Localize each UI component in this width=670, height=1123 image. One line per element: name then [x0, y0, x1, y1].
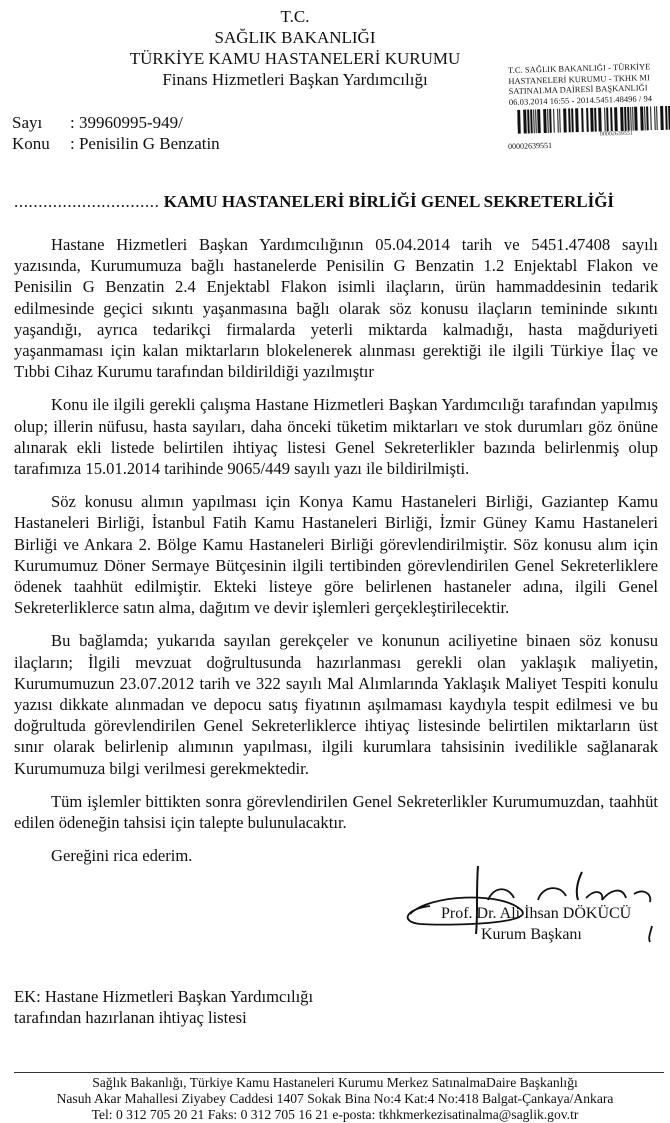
barcode-bar [517, 110, 521, 134]
signature-stroke [586, 891, 626, 900]
barcode-bar [563, 108, 567, 132]
document-number [12, 112, 183, 133]
footer-divider [14, 1072, 664, 1073]
addressee-name: KAMU HASTANELERİ BİRLİĞİ GENEL SEKRETERLİĞİ [159, 192, 615, 211]
barcode-bar [571, 108, 574, 132]
barcode-bar [581, 108, 584, 132]
attachment-line: EK: Hastane Hizmetleri Başkan Yardımcılığı [14, 987, 314, 1007]
barcode-numbers [507, 130, 670, 152]
footer [0, 1075, 670, 1123]
barcode-bar [523, 110, 527, 134]
barcode-bar [543, 109, 547, 133]
barcode-bar [537, 109, 541, 133]
barcode-bar [594, 108, 597, 132]
paragraph-text: Bu bağlamda; yukarıda sayılan gerekçeler ve konunun aciliyetine binaen söz konusu ilaçların; İlgili mevzuat doğrultusunda hazırlanması gerekli olan yaklaşık maliyetin, Kurumumuzun 23.07.2012 tarih ve 322 sayılı Mal Alımlarında Yaklaşık Maliyet Tespiti konulu yazısı dikkate alınmadan ve depocu satış fiyatının aşılmaması kaydıyla tespit edilmesi ve bu doğrultuda görevlendirilen Genel Sekreterliklerce ihtiyaç listesinde belirtilen miktarların üst sınır olarak belirlenip alımının yapılması, ilgili kurumlara tahsisinin ivedilikle sağlanarak Kurumumuza bilgi verilmesi gerekmektedir. [14, 631, 658, 778]
body-paragraph [14, 394, 658, 479]
paragraph-text: Hastane Hizmetleri Başkan Yardımcılığının 05.04.2014 tarih ve 5451.47408 sayılı yazısında, Kurumumuza bağlı hastanelerde Penisilin G Benzatin 1.2 Enjektabl Flakon ve Penisilin G Benzatin 2.4 Enjektabl Flakon isimli ilaçların, ürün hammaddesinin tedarik edilmesinde geçici sıkıntı yaşanmasına bağlı olarak söz konusu ilaçların temininde sıkıntı yaşandığı, ayrıca tedarikçi firmalarda yeterli miktarda kalmadığı, hasta mağduriyeti yaşanmaması için kalan miktarların blokelenerek alınması gerektiği ile ilgili Türkiye İlaç ve Tıbbi Cihaz Kurumu tarafından bildirildiği yazılmıştır [14, 235, 658, 382]
stamp-line: HASTANELERİ KURUMU - TKHK MI [508, 72, 651, 86]
body-paragraph [14, 234, 658, 382]
addressee [14, 191, 614, 212]
stamp-line: T.C. SAĞLIK BAKANLIĞI - TÜRKİYE [508, 62, 651, 75]
letterhead-department: Finans Hizmetleri Başkan Yardımcılığı [162, 70, 428, 89]
body-paragraph [14, 791, 658, 833]
barcode-bar [590, 108, 594, 132]
barcode-bar [553, 109, 555, 133]
barcode-bar [598, 108, 602, 132]
letter-body [14, 234, 658, 1028]
barcode-bar [634, 107, 638, 131]
body-paragraph [14, 491, 658, 618]
signer-title: Kurum Başkanı [481, 926, 582, 944]
footer-line: Sağlık Bakanlığı, Türkiye Kamu Hastaneleri Kurumu Merkez SatınalmaDaire Başkanlığı [92, 1075, 578, 1090]
letterhead-ministry: SAĞLIK BAKANLIĞI [214, 28, 376, 47]
document-number-label: Sayı [12, 113, 43, 132]
barcode-bar [606, 107, 609, 131]
letterhead [0, 6, 590, 90]
footer-line: Nasuh Akar Mahallesi Ziyabey Caddesi 1407 Sokak Bina No:4 Kat:4 No:418 Balgat-Çankaya/Ankara [56, 1091, 614, 1106]
barcode-small-number: 00002639551 [599, 130, 633, 138]
barcode-bar [559, 109, 561, 133]
barcode-bar [575, 108, 579, 132]
document-number-value: : 39960995-949/ [70, 113, 183, 132]
barcode-bar [656, 106, 658, 130]
barcode-bar [650, 106, 652, 130]
signature-stroke [577, 872, 582, 900]
letterhead-country: T.C. [280, 7, 310, 26]
barcode-bar [586, 108, 589, 132]
barcode-bar [549, 109, 552, 133]
signature-stroke [634, 892, 652, 942]
attachment-line: tarafından hazırlanan ihtiyaç listesi [14, 1008, 247, 1028]
stamp-line: 06.03.2014 16:55 - 2014.5451.48496 / 94 [508, 93, 653, 107]
signature-block [14, 866, 658, 986]
document-subject-label: Konu [12, 134, 50, 153]
barcode-bar [640, 106, 644, 130]
paragraph-text: Söz konusu alımın yapılması için Konya Kamu Hastaneleri Birliği, Gaziantep Kamu Hastaneleri Birliği, İstanbul Fatih Kamu Hastaneleri Birliği, İzmir Güney Kamu Hastaneleri Birliği ve Ankara 2. Bölge Kamu Hastaneleri Birliği görevlendirilmiştir. Söz konusu alım için Kurumumuz Döner Sermaye Bütçesinin ilgili tertibinden görevlendirilen Genel Sekreterliklere ödenek taahhüt edilmiştir. Ekteki listeye göre belirlenen hastaneler adına, ilgili Genel Sekreterliklerce satın alma, dağıtım ve devir işlemleri gerçekleştirilecektir. [14, 492, 658, 618]
barcode-bar [646, 106, 649, 130]
closing-line: Gereğini rica ederim. [51, 846, 193, 866]
document-subject [12, 133, 220, 154]
barcode-bar [620, 107, 624, 131]
signature-stroke [538, 889, 566, 901]
letterhead-institution: TÜRKİYE KAMU HASTANELERİ KURUMU [129, 49, 461, 68]
paragraph-text: Konu ile ilgili gerekli çalışma Hastane Hizmetleri Başkan Yardımcılığı tarafından yapılmış olup; illerin nüfusu, hasta sayıları, daha önceki tüketim miktarları ve stok durumları göz önüne alınarak ekli listede belirtilen ihtiyaç listesi Genel Sekreterlikler bazında belirlenmiş olup tarafımıza 15.01.2014 tarihinde 9065/449 sayılı yazı ile bildirilmişti. [14, 395, 658, 479]
paragraph-text: Tüm işlemler bittikten sonra görevlendirilen Genel Sekreterlikler Kurumumuzdan, taahhüt edilen ödeneğin tahsisi için talepte bulunulacaktır. [14, 791, 658, 833]
barcode-bar [610, 107, 613, 131]
footer-line: Tel: 0 312 705 20 21 Faks: 0 312 705 16 21 e-posta: tkhkmerkezisatinalma@saglik.gov.tr [91, 1107, 579, 1122]
stamp-line: SATINALMA DAİRESİ BAŞKANLIĞI [508, 83, 648, 96]
barcode-number: 00002639551 [507, 140, 553, 152]
signer-name: Prof. Dr. Ali İhsan DÖKÜCÜ [441, 905, 632, 923]
barcode-bar [614, 107, 618, 131]
document-subject-value: : Penisilin G Benzatin [70, 134, 220, 153]
body-paragraph [14, 630, 658, 778]
registry-stamp [508, 62, 670, 152]
barcode-bar [660, 106, 664, 130]
addressee-dots: .............................. [14, 192, 160, 211]
